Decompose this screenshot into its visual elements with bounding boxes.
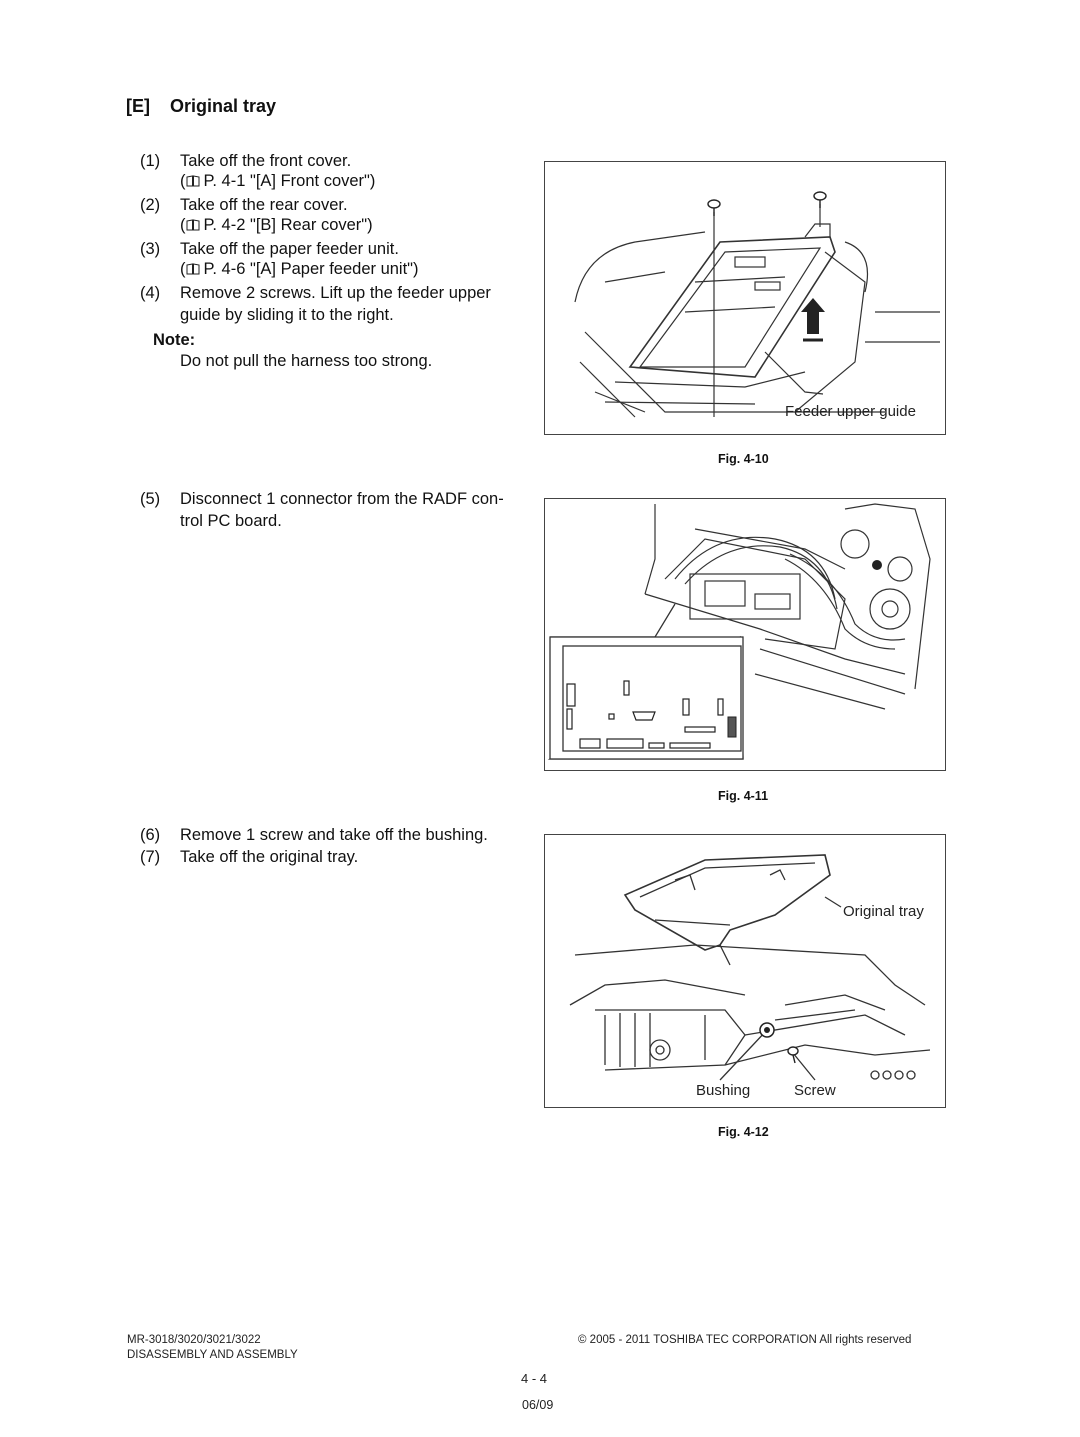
callout-feeder-upper-guide: Feeder upper guide xyxy=(785,403,916,420)
step-number: (5) xyxy=(140,490,161,508)
step-text: Take off the front cover. xyxy=(180,152,352,170)
section-code: [E] xyxy=(126,96,150,116)
feeder-upper-guide-illustration xyxy=(545,162,945,434)
step-2-reference[interactable]: ( P. 4-2 "[B] Rear cover") xyxy=(180,216,373,234)
step-text: Take off the paper feeder unit. xyxy=(180,240,399,258)
step-number: (1) xyxy=(140,152,161,170)
connector-marker xyxy=(872,560,882,570)
callout-bushing: Bushing xyxy=(696,1082,751,1099)
step-number: (7) xyxy=(140,848,161,866)
step-text: Take off the original tray. xyxy=(180,848,359,866)
figure-4-12 xyxy=(544,834,946,1108)
step-number: (3) xyxy=(140,240,161,258)
step-text: Disconnect 1 connector from the RADF con- xyxy=(180,490,504,508)
bushing-icon xyxy=(760,1023,774,1037)
figure-caption: Fig. 4-11 xyxy=(718,789,769,803)
figure-caption: Fig. 4-12 xyxy=(718,1125,769,1139)
step-3-reference[interactable]: ( P. 4-6 "[A] Paper feeder unit") xyxy=(180,260,419,278)
up-arrow-icon xyxy=(801,298,825,340)
radf-control-board-illustration xyxy=(545,499,945,770)
step-text: trol PC board. xyxy=(180,512,282,530)
page-number: 4 - 4 xyxy=(521,1371,548,1386)
footer-copyright: © 2005 - 2011 TOSHIBA TEC CORPORATION All rights reserved xyxy=(578,1334,912,1346)
screw-icon xyxy=(788,1047,798,1063)
step-number: (6) xyxy=(140,826,161,844)
book-icon xyxy=(186,263,200,275)
step-number: (2) xyxy=(140,196,161,214)
book-icon xyxy=(186,175,200,187)
footer-date: 06/09 xyxy=(522,1398,554,1412)
section-heading xyxy=(126,96,276,117)
screw-icon xyxy=(708,192,826,216)
note-label: Note: xyxy=(153,331,196,349)
footer-section-name: DISASSEMBLY AND ASSEMBLY xyxy=(127,1349,298,1361)
figure-caption: Fig. 4-10 xyxy=(718,452,769,466)
original-tray-illustration xyxy=(545,835,945,1107)
connector-icon xyxy=(728,717,736,737)
book-icon xyxy=(186,219,200,231)
callout-screw: Screw xyxy=(794,1082,836,1099)
section-title: Original tray xyxy=(170,96,277,116)
step-text: Remove 1 screw and take off the bushing. xyxy=(180,826,488,844)
note-text: Do not pull the harness too strong. xyxy=(180,352,433,370)
figure-4-11 xyxy=(544,498,946,771)
step-text: Take off the rear cover. xyxy=(180,196,348,214)
callout-original-tray: Original tray xyxy=(843,903,924,920)
step-1-reference[interactable]: ( P. 4-1 "[A] Front cover") xyxy=(180,172,376,190)
figure-4-10 xyxy=(544,161,946,435)
step-text: guide by sliding it to the right. xyxy=(180,306,394,324)
footer-model: MR-3018/3020/3021/3022 xyxy=(127,1334,261,1346)
step-number: (4) xyxy=(140,284,161,302)
step-text: Remove 2 screws. Lift up the feeder upper xyxy=(180,284,491,302)
